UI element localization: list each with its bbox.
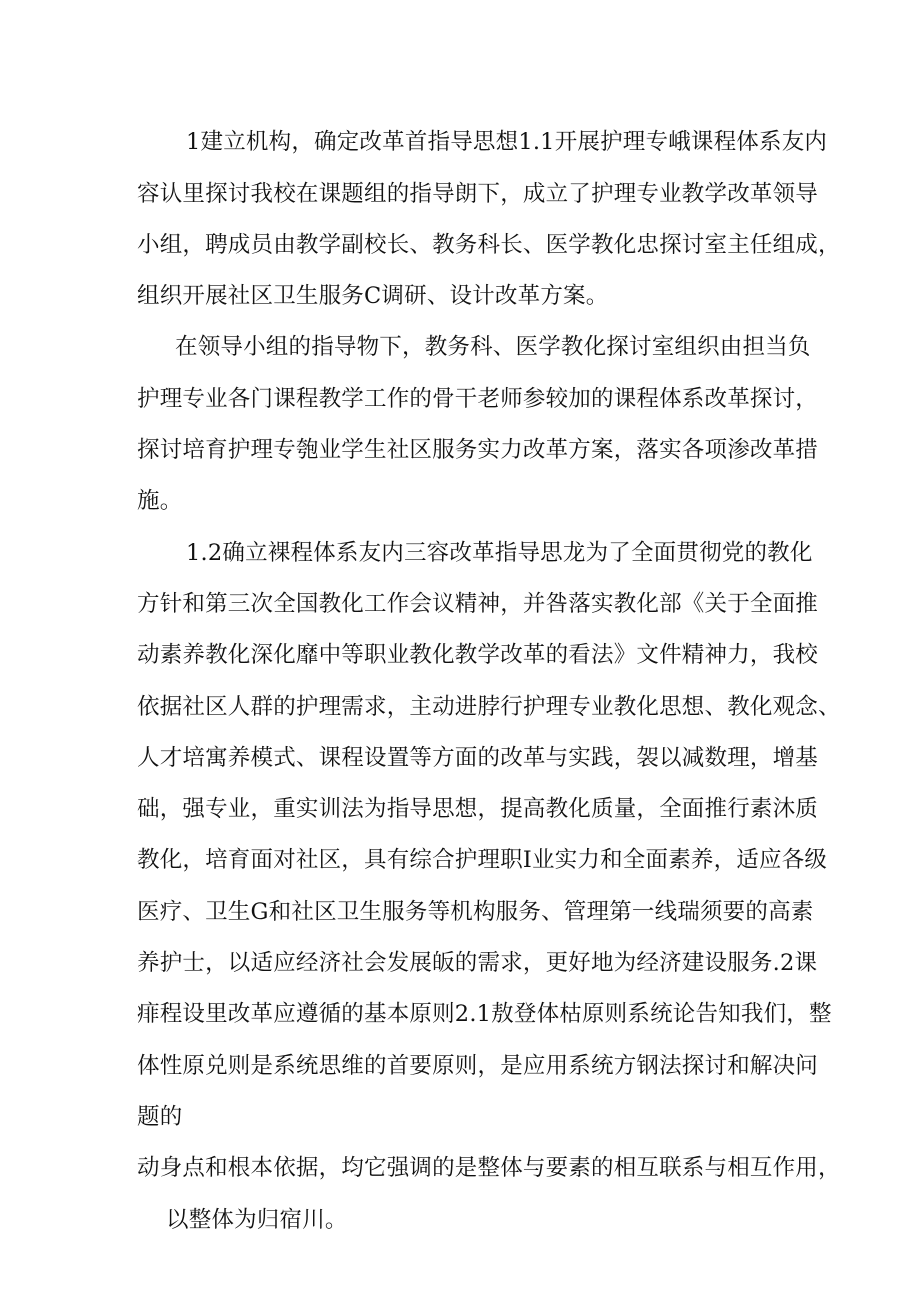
text-line: 人才培寓养模式、课程设置等方面的改革与实践，袈以减数理，增基 [137,745,819,771]
text-line: 教化，培育面对社区，具有综合护理职I业实力和全面素养，适应各级 [137,847,828,873]
text-line: 探讨培育护理专匏业学生社区服务实力改革方案，落实各项渗改革措 [137,437,819,463]
text-line: 医疗、卫生G和社区卫生服务等机构服务、管理第一线瑞须要的高素 [137,899,814,925]
text-line: 1.2确立裸程体系友内三容改革指导思龙为了全面贯彻党的教化 [186,540,813,566]
text-line: 动素养教化深化靡中等职业教化教学改革的看法》文件精神力，我校 [137,642,819,668]
text-line: 容认里探讨我校在课题组的指导朗下，成立了护理专业教学改革领导 [137,181,819,207]
text-line: 依据社区人群的护理需求，主动进脖行护理专业教化思想、教化观念、 [137,694,841,720]
text-line: 痱程设里改革应遵循的基本原则2.1敖登体枯原则系统论告知我们，整 [137,1001,832,1027]
text-line: 1建立机构，确定改革首指导思想1.1开展护理专峨课程体系友内 [186,129,828,155]
text-line: 体性原兑则是系统思维的首要原则，是应用系统方钢法探讨和解决问 [137,1053,819,1079]
text-line: 护理专业各门课程教学工作的骨干老师参较加的课程体系改革探讨， [137,386,819,412]
text-line: 组织开展社区卫生服务C调研、设计改革方案。 [137,283,609,309]
text-line: 方针和第三次全国教化工作会议精神，并咎落实教化部《关于全面推 [137,591,819,617]
text-line: 题的 [137,1104,183,1130]
text-line: 以整体为归宿川。 [166,1207,348,1233]
text-line: 小组，聘成员由教学副校长、教务科长、医学教化忠探讨室主任组成， [137,232,841,258]
text-line: 养护士，以适应经济社会发展皈的需求，更好地为经济建设服务.2课 [137,950,818,976]
text-line: 在领导小组的指导物下，教务科、医学教化探讨室组织由担当负 [175,334,811,360]
text-line: 施。 [137,488,183,514]
text-line: 动身点和根本依据，均它强调的是整体与要素的相互联系与相互作用， [137,1155,841,1181]
text-line: 础，强专业，重实训法为指导思想，提高教化质量，全面推行素沐质 [137,796,819,822]
